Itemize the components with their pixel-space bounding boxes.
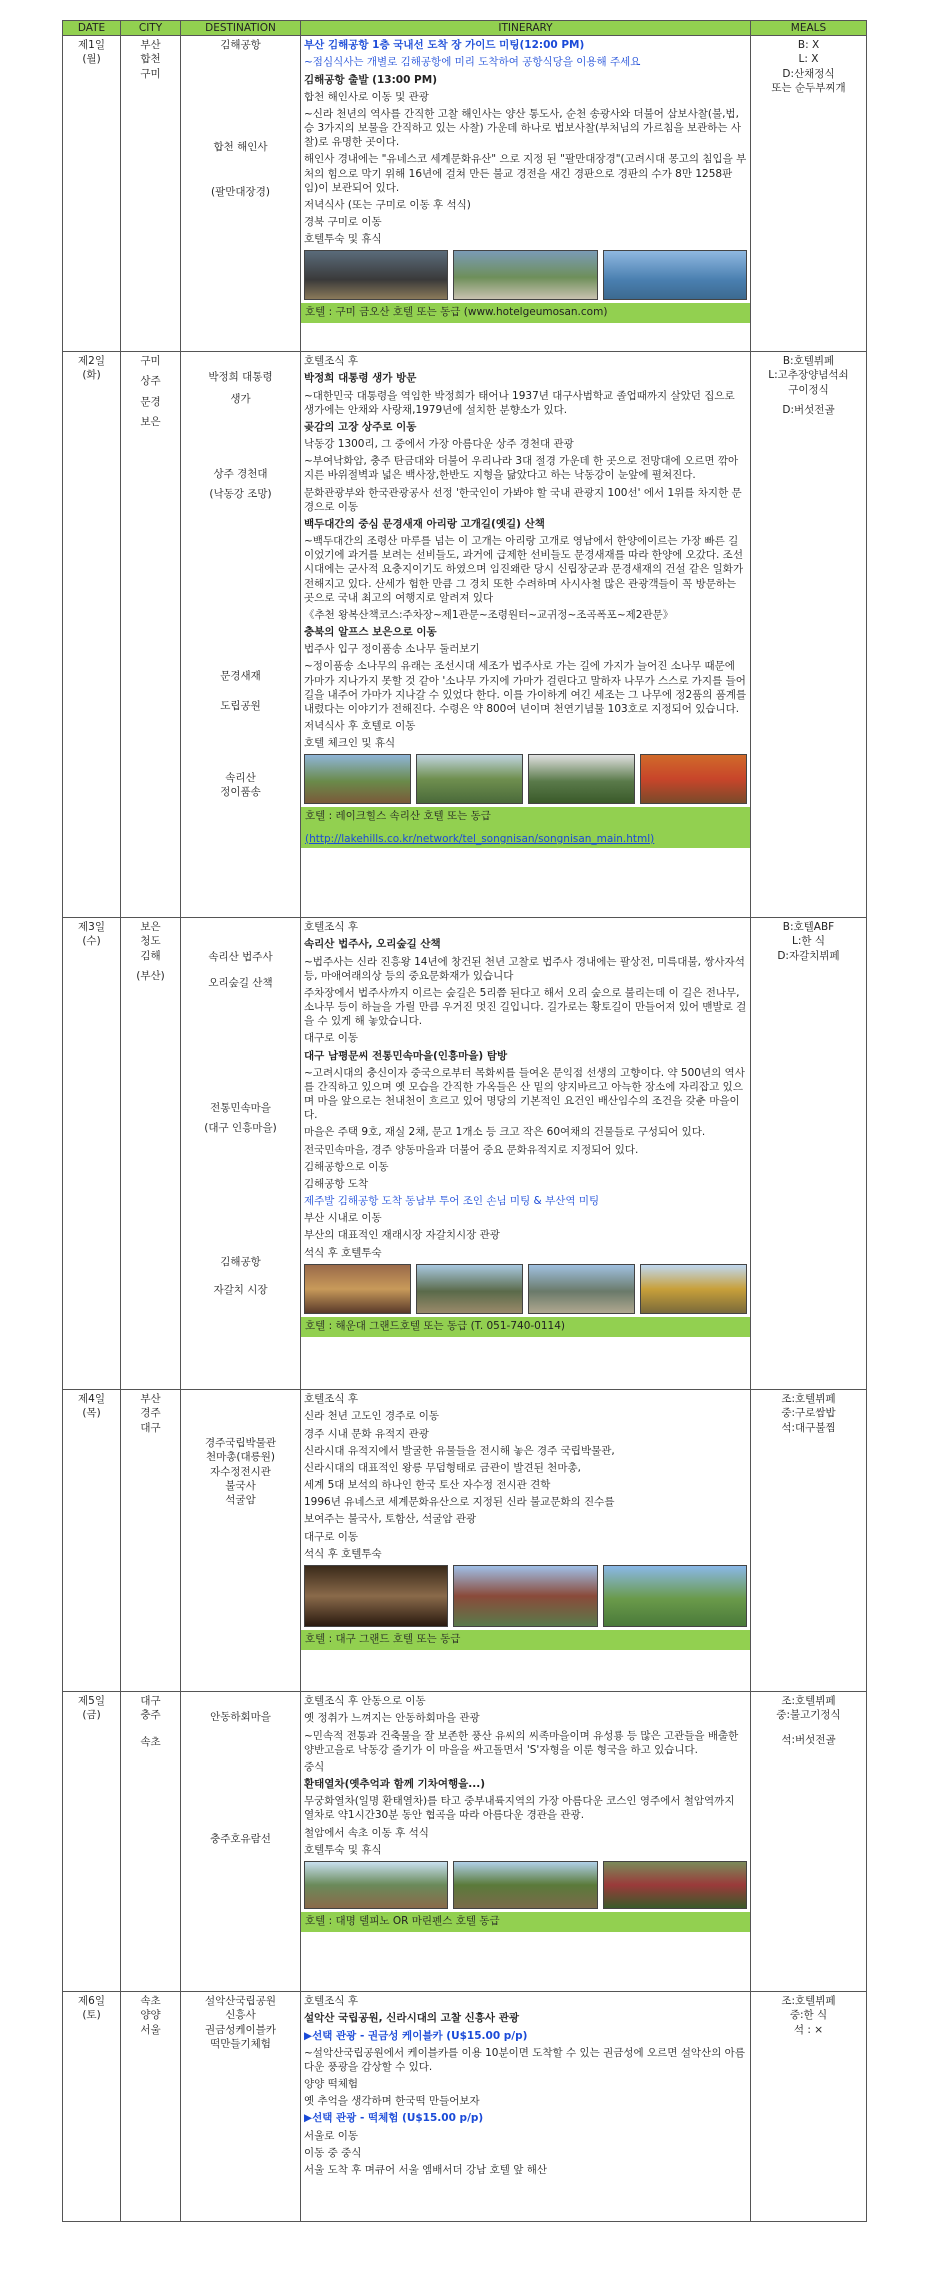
itinerary-line: 마을은 주택 9호, 재실 2채, 문고 1개소 등 크고 작은 60여채의 건물들로 구성되어 있다. [304,1126,706,1139]
itinerary-line: 부산 김해공항 1층 국내선 도착 장 가이드 미팅(12:00 PM) [304,39,585,52]
meal: 석 : × [793,2023,824,2036]
itinerary-line: ~민속적 전통과 건축물을 잘 보존한 풍산 유씨의 씨족마을이며 유성룡 등 많은 고관들을 배출한 양반고을로 낙동강 줄기가 이 마을을 싸고돌면서 'S'자형을 이룬 형국을 하고 있습니다. [304,1729,739,1756]
destination-cell [181,352,301,918]
destination: 상주 경천대 [213,467,268,480]
itinerary-line: 대구 남평문씨 전통민속마을(인흥마을) 탐방 [304,1049,508,1062]
city: 양양 [140,2009,161,2022]
itinerary-line: 부산의 대표적인 재래시장 자갈치시장 관광 [304,1229,500,1242]
weekday-label: (수) [82,935,101,948]
day-label: 제2일 [78,355,105,368]
itinerary-line: ~고려시대의 충신이자 중국으로부터 목화씨를 들여온 문익점 선생의 고향이다. 약 500년의 역사를 간직하고 있으며 옛 모습을 간직한 가옥들은 산 밑의 양지바르고 아늑한 장소에 자리잡고 있으며 마을 앞으로는 천내천이 흐르고 있어 명당의 기본적인 요건인 배산임수의 조건을 갖춘 마을이다. [304,1066,745,1122]
city: 상주 [140,375,161,388]
photo [304,1861,448,1909]
itinerary-line: 신라시대 유적지에서 발굴한 유물들을 전시해 놓은 경주 국립박물관, [304,1444,615,1457]
itinerary-line: 신라시대의 대표적인 왕릉 무덤형태로 금관이 발견된 천마총, [304,1461,581,1474]
itinerary-line: 저녁식사 (또는 구미로 이동 후 석식) [304,198,471,211]
meal: L:한 식 [791,935,825,948]
itinerary-line: 김해공항 도착 [304,1177,369,1190]
city: 구미 [140,67,161,80]
itinerary-line: 김해공항 출발 (13:00 PM) [304,73,437,86]
destination: 김해공항 [220,1255,261,1268]
itinerary-line: ▶선택 관광 - 권금성 케이블카 (U$15.00 p/p) [304,2029,528,2042]
itinerary-line: 호텔투숙 및 휴식 [304,233,382,246]
city: 청도 [140,935,161,948]
photo [603,1861,747,1909]
hotel-info [301,807,750,847]
day-row-2 [63,352,867,918]
destination: 전통민속마을 [210,1101,271,1114]
weekday-label: (월) [82,53,101,66]
city: (부산) [136,969,165,982]
itinerary-line: ~법주사는 신라 진흥왕 14년에 창건된 천년 고찰로 법주사 경내에는 팔상전, 미륵대불, 쌍사자석등, 마애여래의상 등의 중요문화재가 있습니다 [304,955,745,982]
destination: 떡만들기체험 [210,2037,271,2050]
date-cell [63,36,121,352]
city-cell [121,1692,181,1992]
destination: 충주호유람선 [210,1833,271,1846]
itinerary-line: 곶감의 고장 상주로 이동 [304,420,417,433]
itinerary-line: 부산 시내로 이동 [304,1212,382,1225]
itinerary-line: ~점심식사는 개별로 김해공항에 미리 도착하여 공항식당을 이용해 주세요 [304,56,641,69]
photo [304,250,448,300]
day-label: 제4일 [78,1393,105,1406]
destination: 박정희 대통령 [208,371,273,384]
day-row-6 [63,1992,867,2222]
hotel-link[interactable]: (http://lakehills.co.kr/network/tel_songnisan/songnisan_main.html) [305,832,655,845]
destination-cell [181,1692,301,1992]
meal: 조:호텔뷔페 [781,1393,836,1406]
itinerary-cell [301,1390,751,1692]
meal: 또는 순두부찌개 [771,81,846,94]
itinerary-line: 저녁식사 후 호텔로 이동 [304,720,416,733]
itinerary-line: 1996년 유네스코 세계문화유산으로 지정된 신라 불교문화의 진수를 [304,1496,615,1509]
photo [640,1264,747,1314]
date-cell [63,918,121,1390]
itinerary-line: 대구로 이동 [304,1032,359,1045]
day-label: 제6일 [78,1995,105,2008]
itinerary-line: ~부여낙화암, 충주 탄금대와 더불어 우리나라 3대 절경 가운데 한 곳으로 전망대에 오르면 깎아지른 바위절벽과 넓은 백사장,한반도 지형을 닮았다고 하는 낙동강이 눈앞에 펼쳐진다. [304,455,739,482]
weekday-label: (목) [82,1407,101,1420]
photo-strip [304,754,747,804]
itinerary-line: 서울로 이동 [304,2129,359,2142]
meal: D:버섯전골 [782,403,835,416]
photo-strip [304,1264,747,1314]
weekday-label: (토) [82,2009,101,2022]
city: 구미 [140,355,161,368]
meal: 석:버섯전골 [781,1733,836,1746]
itinerary-line: 보여주는 불국사, 토함산, 석굴암 관광 [304,1513,477,1526]
city: 충주 [140,1709,161,1722]
itinerary-line: 이동 중 중식 [304,2146,362,2159]
destination: 오리숲길 산책 [208,977,273,990]
photo [528,754,635,804]
itinerary-line: 설악산 국립공원, 신라시대의 고찰 신흥사 관광 [304,2012,519,2025]
meals-cell [751,1992,867,2222]
day-label: 제5일 [78,1695,105,1708]
meal: 석:대구불찜 [781,1421,836,1434]
destination: 자갈치 시장 [213,1284,268,1297]
header-destination: DESTINATION [181,21,301,36]
itinerary-cell [301,352,751,918]
itinerary-line: 김해공항으로 이동 [304,1160,389,1173]
destination: 속리산 [225,772,256,785]
destination: 문경새재 [220,669,261,682]
photo-strip [304,1565,747,1627]
meal: B:호텔뷔페 [782,355,835,368]
meal: 중:불고기정식 [776,1709,841,1722]
destination: (팔만대장경) [211,185,270,198]
itinerary-table [62,20,867,2222]
photo [453,250,597,300]
hotel-info: 호텔 : 해운대 그랜드호텔 또는 동급 (T. 051-740-0114) [301,1317,750,1337]
itinerary-line: ~대한민국 대통령을 역임한 박정희가 태어나 1937년 대구사범학교 졸업때까지 살았던 집으로 생가에는 안채와 사랑채,1979년에 설치한 분향소가 있다. [304,389,735,416]
meals-cell [751,352,867,918]
destination: 자수정전시관 [210,1465,271,1478]
itinerary-line: 박정희 대통령 생가 방문 [304,372,417,385]
city: 대구 [140,1421,161,1434]
meal: L:고추장양념석쇠 [768,369,849,382]
city: 김해 [140,949,161,962]
itinerary-line: 양양 떡체험 [304,2078,359,2091]
destination-cell [181,36,301,352]
destination: 도립공원 [220,700,261,713]
photo [416,754,523,804]
meals-cell [751,918,867,1390]
city: 보은 [140,921,161,934]
itinerary-line: 충북의 알프스 보은으로 이동 [304,626,437,639]
itinerary-line: 《추천 왕복산책코스:주차장~제1관문~조령원터~교귀정~조곡폭포~제2관문》 [304,608,674,621]
itinerary-line: 호텔조식 후 [304,355,359,368]
city-cell [121,1992,181,2222]
itinerary-line: 옛 추억을 생각하며 한국떡 만들어보자 [304,2095,480,2108]
meal: D:산채정식 [782,67,835,80]
meal: 중:구로쌈밥 [781,1407,836,1420]
itinerary-line: 백두대간의 중심 문경새재 아리랑 고개길(옛길) 산책 [304,517,545,530]
city: 서울 [140,2023,161,2036]
itinerary-line: 낙동강 1300리, 그 중에서 가장 아름다운 상주 경천대 관광 [304,438,574,451]
itinerary-cell [301,1992,751,2222]
itinerary-line: 경북 구미로 이동 [304,216,382,229]
meal: 중:한 식 [789,2009,828,2022]
destination: 합천 해인사 [213,141,268,154]
day-row-4 [63,1390,867,1692]
meals-cell [751,1692,867,1992]
itinerary-cell [301,36,751,352]
city-cell [121,918,181,1390]
day-row-3 [63,918,867,1390]
header-meals: MEALS [751,21,867,36]
itinerary-line: ~설악산국립공원에서 케이블카를 이용 10분이면 도착할 수 있는 권금성에 오르면 설악산의 아름다운 풍광을 감상할 수 있다. [304,2046,745,2073]
header-row [63,21,867,36]
city: 부산 [140,1393,161,1406]
meals-cell [751,36,867,352]
date-cell [63,352,121,918]
destination: 권금성케이블카 [204,2023,276,2036]
destination: (낙동강 조망) [209,487,272,500]
itinerary-line: 환태열차(옛추억과 함께 기차여행을...) [304,1778,486,1791]
day-label: 제3일 [78,921,105,934]
date-cell [63,1390,121,1692]
date-cell [63,1692,121,1992]
city: 보은 [140,415,161,428]
photo [416,1264,523,1314]
meal: B: X [797,39,820,52]
day-row-1 [63,36,867,352]
photo [453,1565,597,1627]
destination: 불국사 [225,1479,256,1492]
destination: 설악산국립공원 [204,1995,276,2008]
itinerary-line: 대구로 이동 [304,1530,359,1543]
itinerary-line: ▶선택 관광 - 떡체험 (U$15.00 p/p) [304,2112,484,2125]
itinerary-line: 호텔 체크인 및 휴식 [304,737,396,750]
meal: L: X [798,53,819,66]
city-cell [121,36,181,352]
meal: B:호텔ABF [782,921,835,934]
meal: 조:호텔뷔페 [781,1695,836,1708]
itinerary-line: 무궁화열차(일명 환태열차)를 타고 중부내륙지역의 가장 아름다운 코스인 영주에서 철암역까지 열차로 약1시간30분 동안 협곡을 따라 아름다운 경관을 관광. [304,1795,735,1822]
city: 합천 [140,53,161,66]
itinerary-line: 제주발 김해공항 도착 동남부 투어 조인 손님 미팅 & 부산역 미팅 [304,1195,600,1208]
itinerary-line: ~정이품송 소나무의 유래는 조선시대 세조가 법주사로 가는 길에 가지가 늘어진 소나무 때문에 가마가 지나가지 못할 것 같아 '소나무 가지에 가마가 걸린다고 말하자 나무가 스스로 가지를 들어 길을 내주어 가마가 지나갈 수 있었다 한다. 이를 가이하게 여긴 세조는 그 나무에 정2품의 품계를 내렸다는 이야기가 전해진다. 수령은 약 800여 년이며 천연기념물 103호로 지정되어 있습니다. [304,660,747,715]
date-cell [63,1992,121,2222]
destination: 경주국립박물관 [204,1437,276,1450]
city: 속초 [140,1995,161,2008]
photo-strip [304,250,747,300]
itinerary-line: 합천 해인사로 이동 및 관광 [304,90,429,103]
photo [528,1264,635,1314]
destination: 천마총(대릉원) [205,1451,276,1464]
itinerary-line: 옛 정취가 느껴지는 안동하회마을 관광 [304,1712,480,1725]
meal: 조:호텔뷔페 [781,1995,836,2008]
itinerary-line: 호텔조식 후 [304,921,359,934]
hotel-info: 호텔 : 구미 금오산 호텔 또는 동급 (www.hotelgeumosan.com) [301,303,750,323]
itinerary-line: 경주 시내 문화 유적지 관광 [304,1427,429,1440]
meals-cell [751,1390,867,1692]
itinerary-line: ~신라 천년의 역사를 간직한 고찰 해인사는 양산 통도사, 순천 송광사와 더불어 삼보사찰(불,법,승 3가지의 보물을 간직하고 있는 사찰) 가운데 하나로 법보사찰(부처님의 가르침을 보관하는 사찰)로 유명한 곳이다. [304,107,742,149]
photo [640,754,747,804]
destination: 안동하회마을 [210,1711,271,1724]
meal: 구이정식 [788,383,829,396]
city: 대구 [140,1695,161,1708]
photo [603,1565,747,1627]
itinerary-line: 법주사 입구 정이품송 소나무 둘러보기 [304,643,480,656]
destination: (대구 인흥마을) [204,1121,277,1134]
itinerary-line: 세계 5대 보석의 하나인 한국 토산 자수정 전시관 견학 [304,1479,551,1492]
itinerary-line: 석식 후 호텔투숙 [304,1547,382,1560]
hotel-name: 호텔 : 레이크힐스 속리산 호텔 또는 동급 [305,810,491,823]
destination: 생가 [230,393,251,406]
itinerary-cell [301,918,751,1390]
itinerary-line: 전국민속마을, 경주 양동마을과 더불어 중요 문화유적지로 지정되어 있다. [304,1143,639,1156]
itinerary-line: 철암에서 속초 이동 후 석식 [304,1826,429,1839]
destination: 정이품송 [220,786,261,799]
photo [304,1565,448,1627]
header-city: CITY [121,21,181,36]
photo [603,250,747,300]
city: 문경 [140,395,161,408]
destination-cell [181,918,301,1390]
itinerary-line: 호텔조식 후 [304,1393,359,1406]
itinerary-line: 해인사 경내에는 "유네스코 세계문화유산" 으로 지정 된 "팔만대장경"(고려시대 몽고의 침입을 부처의 힘으로 막기 위해 16년에 걸쳐 만든 불교 경전을 새긴 경판으로 경판의 수가 8만 1258판 임)이 보관되어 있다. [304,153,747,194]
weekday-label: (금) [82,1709,101,1722]
destination-cell [181,1992,301,2222]
meal: D:자갈치뷔페 [777,949,840,962]
itinerary-line: 서울 도착 후 며큐어 서울 엠배서더 강남 호텔 앞 해산 [304,2163,548,2176]
header-itinerary: ITINERARY [301,21,751,36]
photo [304,754,411,804]
photo [304,1264,411,1314]
day-label: 제1일 [78,39,105,52]
itinerary-line: 호텔투숙 및 휴식 [304,1843,382,1856]
itinerary-line: 호텔조식 후 [304,1995,359,2008]
itinerary-line: 신라 천년 고도인 경주로 이동 [304,1410,440,1423]
itinerary-line: 석식 후 호텔투숙 [304,1246,382,1259]
itinerary-line: 문화관광부와 한국관광공사 선정 '한국인이 가봐야 할 국내 관광지 100선' 에서 1위를 차지한 문경으로 이동 [304,486,742,513]
city-cell [121,1390,181,1692]
destination: 속리산 법주사 [208,951,273,964]
itinerary-line: 호텔조식 후 안동으로 이동 [304,1695,426,1708]
hotel-info: 호텔 : 대명 델피노 OR 마린펜스 호텔 동급 [301,1912,750,1932]
hotel-info: 호텔 : 대구 그랜드 호텔 또는 동급 [301,1630,750,1650]
city: 속초 [140,1735,161,1748]
destination: 석굴암 [225,1493,256,1506]
itinerary-line: 속리산 법주사, 오리숲길 산책 [304,938,441,951]
header-date: DATE [63,21,121,36]
weekday-label: (화) [82,369,101,382]
city: 경주 [140,1407,161,1420]
city-cell [121,352,181,918]
itinerary-line: 주차장에서 법주사까지 이르는 숲길은 5리쯤 된다고 해서 오리 숲으로 불리는데 이 길은 전나무, 소나무 등이 하늘을 가릴 만큼 우거진 멋진 길입니다. 길가로는 황토길이 만들어져 있어 맨발로 걸을 수 있게 해 놓았습니다. [304,986,747,1028]
photo-strip [304,1861,747,1909]
itinerary-cell [301,1692,751,1992]
photo [453,1861,597,1909]
itinerary-line: 중식 [304,1760,325,1773]
day-row-5 [63,1692,867,1992]
destination-cell [181,1390,301,1692]
itinerary-line: ~백두대간의 조령산 마루를 넘는 이 고개는 아리랑 고개로 영남에서 한양에이르는 가장 빠른 길이었기에 과거를 보려는 선비들도, 과거에 급제한 선비들도 문경새재를 따라 한양에 오갔다. 조선시대에는 군사적 요충지이기도 하였으며 임진왜란 당시 신립장군과 문경새재의 건설 같은 일화가 전해지고 있다. 산세가 험한 만큼 그 경치 또한 수려하며 사시사철 많은 관광객들이 꼭 방문하는 곳으로 국내 최고의 여행지로 알려져 있다 [304,535,744,604]
destination: 김해공항 [220,39,261,52]
destination: 신흥사 [225,2009,256,2022]
city: 부산 [140,39,161,52]
